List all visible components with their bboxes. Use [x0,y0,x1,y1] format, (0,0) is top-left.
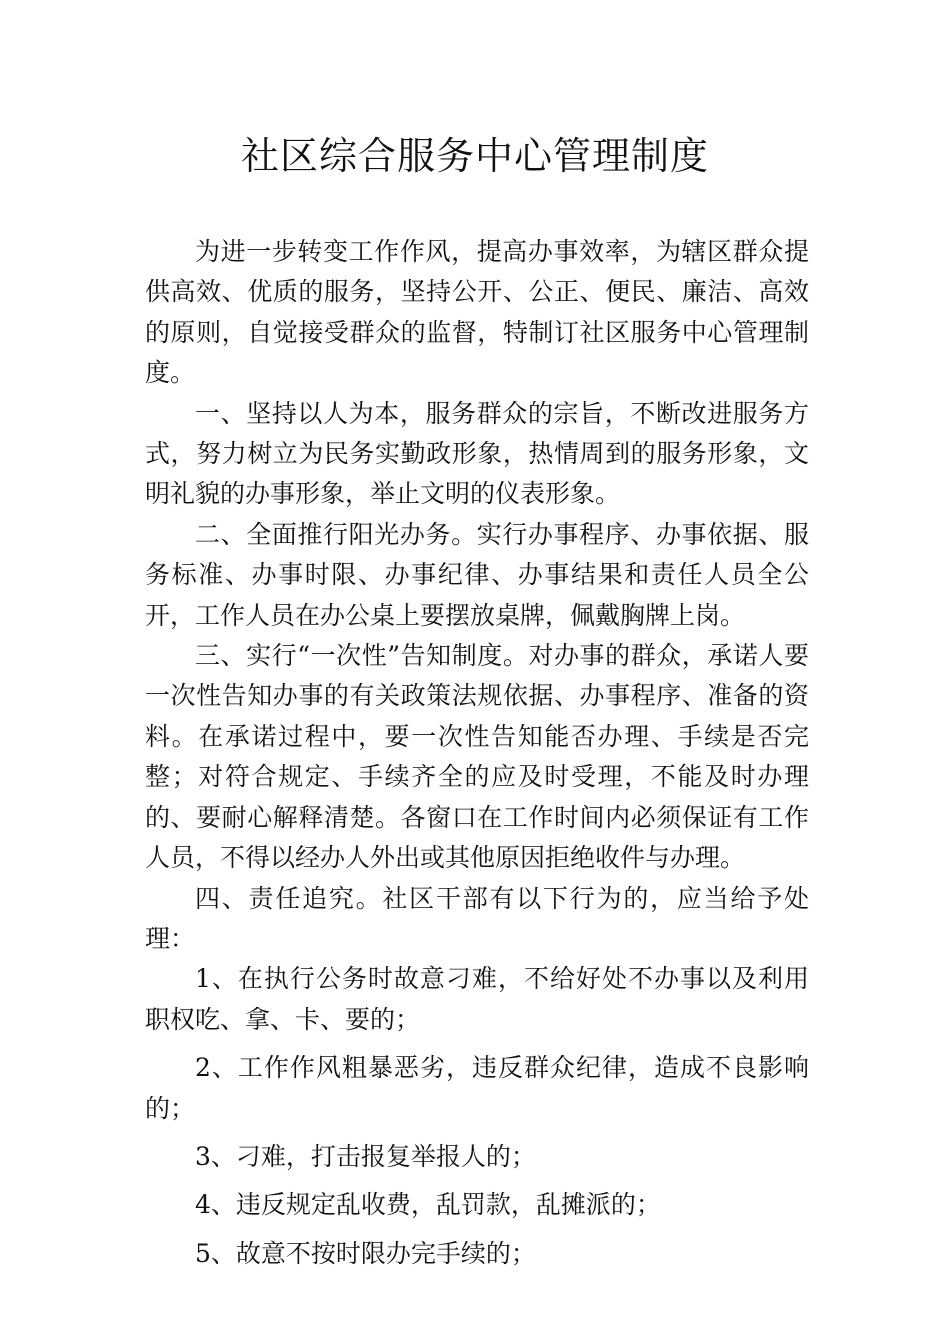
document-body [145,232,809,1282]
list-item: 2、工作作风粗暴恶劣，违反群众纪律，造成不良影响的； [145,1053,809,1123]
list-item: 3、刁难，打击报复举报人的； [195,1141,536,1171]
list-item: 5、故意不按时限办完手续的； [195,1238,536,1268]
rule-paragraph-4: 四、责任追究。社区干部有以下行为的，应当给予处理： [145,883,809,953]
rule-paragraph-1: 一、坚持以人为本，服务群众的宗旨，不断改进服务方式，努力树立为民务实勤政形象，热情周到的服务形象，文明礼貌的办事形象，举止文明的仪表形象。 [145,398,809,509]
rule-paragraph-2: 二、全面推行阳光办务。实行办事程序、办事依据、服务标准、办事时限、办事纪律、办事结果和责任人员全公开，工作人员在办公桌上要摆放桌牌，佩戴胸牌上岗。 [145,519,809,630]
intro-paragraph: 为进一步转变工作作风，提高办事效率，为辖区群众提供高效、优质的服务，坚持公开、公正、便民、廉洁、高效的原则，自觉接受群众的监督，特制订社区服务中心管理制度。 [145,237,809,388]
list-item: 4、违反规定乱收费，乱罚款，乱摊派的； [195,1190,661,1220]
document-title: 社区综合服务中心管理制度 [240,134,709,178]
rule-paragraph-3: 三、实行“一次性”告知制度。对办事的群众，承诺人要一次性告知办事的有关政策法规依据、办事程序、准备的资料。在承诺过程中，要一次性告知能否办理、手续是否完整；对符合规定、手续齐全的应及时受理，不能及时办理的、要耐心解释清楚。各窗口在工作时间内必须保证有工作人员，不得以经办人外出或其他原因拒绝收件与办理。 [145,641,809,873]
list-item: 1、在执行公务时故意刁难，不给好处不办事以及利用职权吃、拿、卡、要的； [145,964,809,1034]
